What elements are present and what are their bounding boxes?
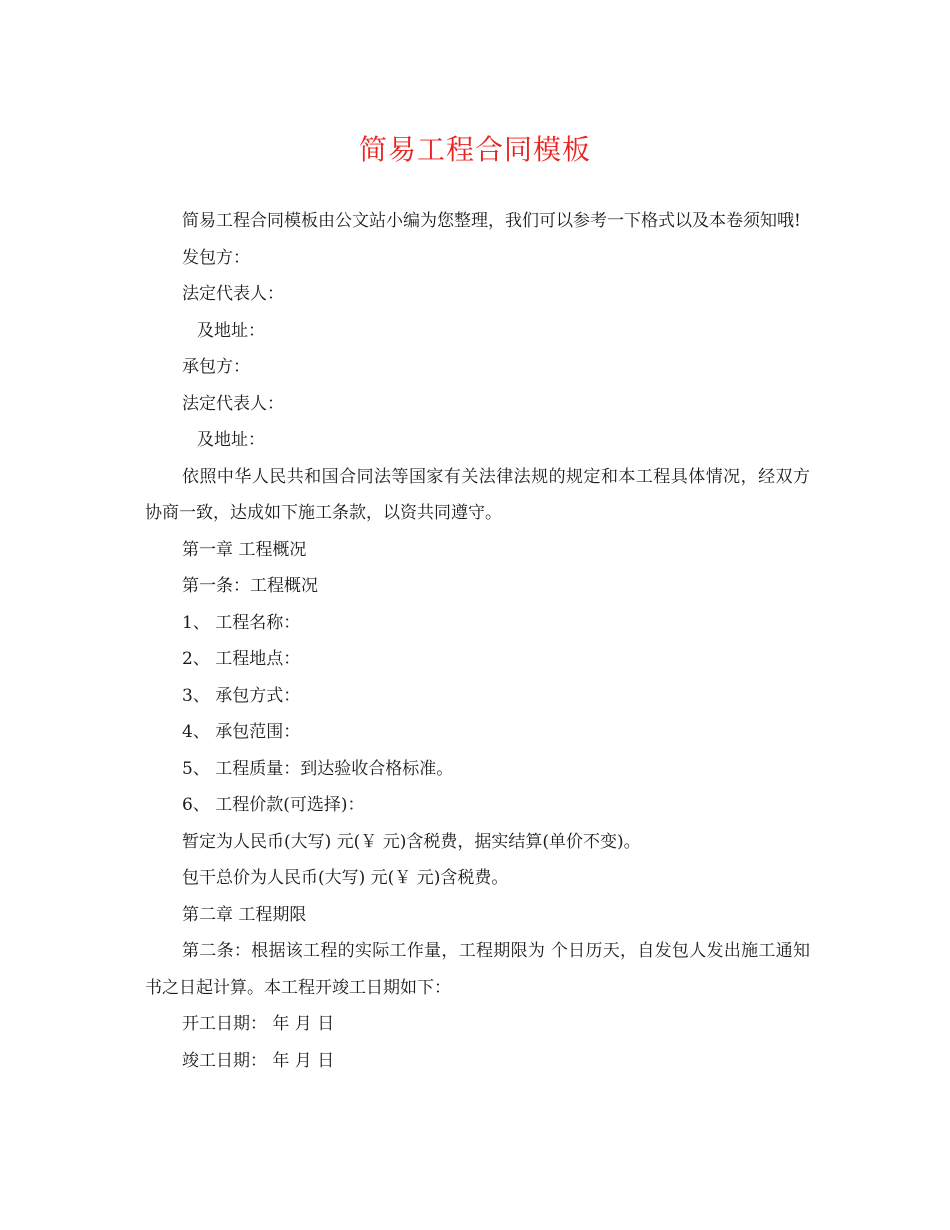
employer-legal-rep-field: 法定代表人： xyxy=(182,284,284,304)
document-title: 简易工程合同模板 xyxy=(358,133,591,166)
contractor-field: 承包方： xyxy=(182,357,250,377)
item-project-quality: 5、 工程质量：到达验收合格标准。 xyxy=(182,758,454,779)
employer-field: 发包方： xyxy=(182,247,250,268)
start-date-field: 开工日期： 年 月 日 xyxy=(182,1014,335,1034)
legal-basis-paragraph: 依照中华人民共和国合同法等国家有关法律法规的规定和本工程具体情况，经双方协商一致，达成如下施工条款，以资共同遵守。 xyxy=(145,466,810,523)
item-contract-method: 3、 承包方式： xyxy=(182,685,301,706)
chapter-2-heading: 第二章 工程期限 xyxy=(182,904,307,925)
employer-address-field: 及地址： xyxy=(197,320,265,341)
item-contract-scope: 4、 承包范围： xyxy=(182,722,301,742)
item-project-name: 1、 工程名称： xyxy=(182,612,301,633)
document-body xyxy=(145,203,810,1079)
chapter-1-heading: 第一章 工程概况 xyxy=(182,539,307,560)
completion-date-field: 竣工日期： 年 月 日 xyxy=(182,1050,335,1071)
price-option-provisional: 暂定为人民币(大写) 元(￥ 元)含税费，据实结算(单价不变)。 xyxy=(182,831,641,852)
item-project-location: 2、 工程地点： xyxy=(182,649,301,669)
intro-paragraph: 简易工程合同模板由公文站小编为您整理，我们可以参考一下格式以及本卷须知哦! xyxy=(182,211,801,231)
contractor-address-field: 及地址： xyxy=(197,430,265,450)
article-1-heading: 第一条：工程概况 xyxy=(182,576,318,596)
article-2-paragraph: 第二条：根据该工程的实际工作量，工程期限为 个日历天，自发包人发出施工通知书之日起计算。本工程开竣工日期如下： xyxy=(145,941,810,998)
price-option-lump-sum: 包干总价为人民币(大写) 元(￥ 元)含税费。 xyxy=(182,868,509,888)
item-project-price: 6、 工程价款(可选择)： xyxy=(182,795,365,815)
contractor-legal-rep-field: 法定代表人： xyxy=(182,393,284,414)
